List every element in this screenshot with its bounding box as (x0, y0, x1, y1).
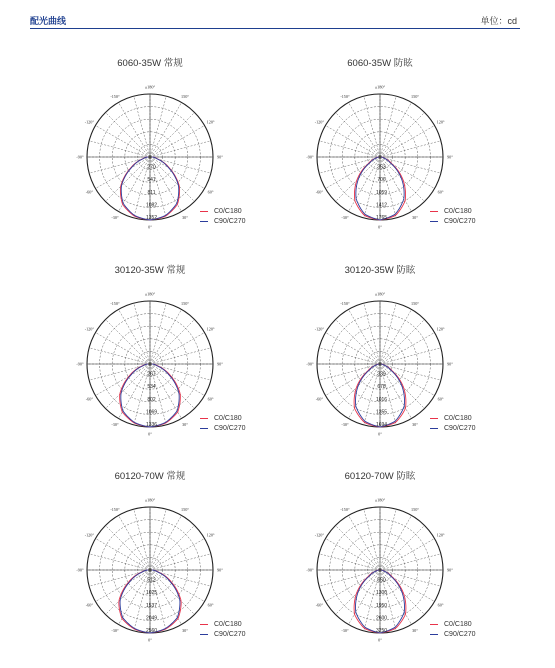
grid-spoke (150, 515, 182, 570)
grid-spoke (150, 333, 205, 365)
grid-spoke (150, 364, 205, 396)
grid-spoke (150, 570, 205, 602)
radial-tick-label: 1336 (145, 422, 158, 428)
angle-label: ±180° (374, 497, 386, 503)
chart-title: 6060-35W 常规 (117, 58, 183, 69)
radial-tick-label: 1537 (145, 602, 158, 609)
chart-title: 60120-70W 防眩 (344, 471, 416, 482)
angle-label: -120° (314, 532, 325, 538)
radial-tick-label: 1016 (375, 396, 388, 403)
angle-label: 30° (412, 422, 418, 428)
grid-spoke (380, 112, 425, 157)
grid-spoke (380, 309, 412, 364)
radial-tick-label: 811 (147, 189, 156, 196)
section-title: 配光曲线 (30, 16, 67, 26)
angle-label: 150° (411, 300, 419, 306)
angle-label: -60° (315, 396, 324, 402)
legend-swatch (430, 624, 438, 625)
legend-item (430, 217, 550, 227)
angle-label: -150° (110, 93, 120, 99)
angle-label: -60° (85, 602, 94, 608)
angle-label: -30° (341, 215, 349, 221)
angle-label: 60° (207, 602, 214, 608)
grid-spoke (95, 126, 150, 158)
angle-label: -120° (84, 119, 95, 125)
legend-swatch (430, 428, 438, 429)
legend-label: C0/C180 (214, 208, 242, 215)
angle-label: -60° (315, 602, 324, 608)
legend-swatch (200, 634, 208, 635)
grid-spoke (95, 539, 150, 571)
polar-chart-panel (60, 55, 290, 255)
radial-tick-label: 1412 (375, 202, 388, 209)
radial-tick-label: 1355 (375, 409, 388, 416)
legend-swatch (200, 428, 208, 429)
grid-spoke (150, 348, 211, 364)
angle-label: -90° (306, 361, 314, 367)
angle-label: -90° (306, 154, 314, 160)
grid-spoke (89, 348, 150, 364)
radial-tick-label: 1082 (145, 202, 158, 209)
angle-label: 120° (206, 119, 215, 125)
angle-label: -30° (341, 422, 349, 428)
grid-spoke (150, 141, 211, 157)
grid-spoke (325, 364, 380, 396)
radial-tick-label: 541 (147, 177, 156, 184)
angle-label: -30° (111, 215, 119, 221)
legend-item (430, 620, 550, 630)
grid-spoke (95, 333, 150, 365)
angle-label: ±180° (374, 84, 386, 90)
angle-label: -60° (315, 189, 324, 195)
grid-spoke (150, 509, 166, 570)
angle-label: 120° (436, 119, 445, 125)
angle-label: 150° (181, 93, 189, 99)
grid-spoke (150, 539, 205, 571)
angle-label: -90° (76, 154, 84, 160)
radial-tick-label: 678 (377, 384, 386, 391)
legend-swatch (430, 211, 438, 212)
radial-tick-label: 2049 (145, 615, 158, 622)
grid-spoke (380, 333, 435, 365)
angle-label: 150° (411, 506, 419, 512)
grid-spoke (335, 319, 380, 364)
radial-tick-label: 1950 (375, 602, 388, 609)
angle-label: 60° (437, 602, 444, 608)
grid-spoke (380, 515, 412, 570)
grid-spoke (335, 112, 380, 157)
grid-spoke (380, 525, 425, 570)
grid-spoke (325, 126, 380, 158)
legend-label: C90/C270 (444, 218, 476, 225)
angle-label: 30° (412, 215, 418, 221)
grid-spoke (150, 319, 195, 364)
grid-spoke (364, 96, 380, 157)
angle-label: 30° (182, 422, 188, 428)
angle-label: 60° (207, 396, 214, 402)
legend-item (430, 424, 550, 434)
polar-chart-panel (290, 468, 520, 668)
radial-tick-label: 1300 (375, 590, 388, 597)
angle-label: -60° (85, 189, 94, 195)
radial-tick-label: 3250 (375, 628, 388, 634)
grid-spoke (380, 126, 435, 158)
grid-spoke (89, 554, 150, 570)
chart-title: 60120-70W 常规 (114, 471, 186, 482)
angle-label: 150° (411, 93, 419, 99)
grid-spoke (319, 554, 380, 570)
angle-label: -30° (341, 628, 349, 634)
angle-label: 0° (378, 637, 382, 643)
angle-label: -120° (84, 326, 95, 332)
grid-spoke (319, 157, 380, 173)
angle-label: 60° (207, 189, 214, 195)
grid-spoke (380, 509, 396, 570)
radial-tick-label: 2560 (145, 628, 158, 634)
chart-legend (430, 620, 550, 640)
angle-label: ±180° (144, 84, 156, 90)
angle-label: -60° (85, 396, 94, 402)
grid-spoke (134, 96, 150, 157)
grid-spoke (380, 570, 441, 586)
grid-spoke (150, 157, 205, 189)
grid-spoke (150, 364, 195, 409)
radial-tick-label: 534 (147, 384, 156, 391)
grid-spoke (325, 333, 380, 365)
grid-spoke (380, 539, 435, 571)
angle-label: -120° (84, 532, 95, 538)
grid-spoke (380, 364, 441, 380)
radial-tick-label: 2600 (375, 615, 388, 622)
grid-spoke (380, 319, 425, 364)
legend-item (430, 414, 550, 424)
grid-spoke (119, 515, 151, 570)
grid-spoke (380, 554, 441, 570)
grid-spoke (105, 364, 150, 409)
grid-spoke (319, 141, 380, 157)
angle-label: -120° (314, 326, 325, 332)
angle-label: 30° (182, 628, 188, 634)
legend-item (430, 207, 550, 217)
angle-label: 90° (447, 154, 453, 160)
chart-title: 6060-35W 防眩 (347, 58, 413, 69)
angle-label: 120° (436, 532, 445, 538)
page-header (0, 0, 555, 30)
angle-label: 30° (182, 215, 188, 221)
grid-spoke (349, 515, 381, 570)
legend-label: C90/C270 (214, 218, 246, 225)
angle-label: -150° (340, 93, 350, 99)
grid-spoke (89, 141, 150, 157)
grid-spoke (150, 96, 166, 157)
grid-spoke (150, 554, 211, 570)
grid-spoke (335, 525, 380, 570)
grid-spoke (349, 102, 381, 157)
angle-label: 150° (181, 506, 189, 512)
grid-spoke (119, 309, 151, 364)
angle-label: 90° (447, 361, 453, 367)
grid-spoke (325, 157, 380, 189)
angle-label: 60° (437, 189, 444, 195)
grid-spoke (150, 126, 205, 158)
legend-swatch (430, 418, 438, 419)
radial-tick-label: 353 (377, 164, 386, 171)
radial-tick-label: 339 (377, 371, 386, 378)
legend-item (430, 630, 550, 640)
radial-tick-label: 650 (377, 577, 386, 584)
grid-spoke (119, 102, 151, 157)
legend-swatch (430, 221, 438, 222)
grid-spoke (364, 509, 380, 570)
grid-spoke (105, 319, 150, 364)
grid-spoke (364, 303, 380, 364)
legend-label: C0/C180 (214, 621, 242, 628)
grid-spoke (150, 309, 182, 364)
angle-label: ±180° (144, 291, 156, 297)
grid-spoke (150, 525, 195, 570)
angle-label: -120° (314, 119, 325, 125)
angle-label: 120° (206, 532, 215, 538)
polar-chart-panel (60, 468, 290, 668)
grid-spoke (319, 364, 380, 380)
angle-label: 0° (148, 431, 152, 437)
grid-spoke (325, 539, 380, 571)
radial-tick-label: 1352 (145, 215, 158, 221)
legend-label: C90/C270 (444, 425, 476, 432)
radial-tick-label: 1069 (145, 409, 158, 416)
angle-label: 90° (217, 361, 223, 367)
chart-title: 30120-35W 防眩 (344, 265, 416, 276)
grid-spoke (147, 157, 195, 202)
radial-tick-label: 1765 (375, 215, 388, 221)
angle-label: 120° (206, 326, 215, 332)
angle-label: -150° (340, 300, 350, 306)
radial-tick-label: 802 (147, 396, 156, 403)
chart-legend (430, 414, 550, 434)
grid-spoke (335, 157, 380, 202)
radial-tick-label: 1025 (145, 590, 158, 597)
chart-title: 30120-35W 常规 (114, 265, 186, 276)
legend-label: C0/C180 (444, 621, 472, 628)
radial-tick-label: 267 (147, 371, 156, 378)
grid-spoke (105, 570, 150, 615)
angle-label: -30° (111, 628, 119, 634)
angle-label: -150° (110, 506, 120, 512)
chart-legend (430, 207, 550, 227)
angle-label: ±180° (144, 497, 156, 503)
angle-label: 0° (378, 224, 382, 230)
grid-spoke (95, 364, 150, 396)
grid-spoke (105, 525, 150, 570)
grid-spoke (380, 364, 435, 396)
legend-label: C0/C180 (444, 208, 472, 215)
grid-spoke (134, 303, 150, 364)
angle-label: 90° (217, 567, 223, 573)
legend-label: C0/C180 (214, 415, 242, 422)
grid-spoke (380, 157, 441, 173)
grid-spoke (319, 348, 380, 364)
angle-label: 30° (412, 628, 418, 634)
angle-label: 0° (378, 431, 382, 437)
angle-label: ±180° (374, 291, 386, 297)
legend-swatch (200, 221, 208, 222)
angle-label: 90° (447, 567, 453, 573)
angle-label: -90° (306, 567, 314, 573)
legend-label: C90/C270 (444, 631, 476, 638)
angle-label: 150° (181, 300, 189, 306)
grid-spoke (105, 112, 150, 157)
grid-spoke (349, 309, 381, 364)
grid-spoke (134, 509, 150, 570)
grid-spoke (380, 348, 441, 364)
grid-spoke (319, 570, 380, 586)
angle-label: -150° (340, 506, 350, 512)
grid-spoke (105, 157, 150, 202)
radial-tick-label: 270 (147, 164, 156, 171)
grid-spoke (150, 112, 195, 157)
legend-label: C90/C270 (214, 631, 246, 638)
grid-spoke (380, 157, 435, 189)
angle-label: 0° (148, 637, 152, 643)
grid-spoke (380, 141, 441, 157)
angle-label: -90° (76, 361, 84, 367)
grid-spoke (150, 102, 182, 157)
legend-swatch (200, 624, 208, 625)
grid-spoke (95, 570, 150, 602)
angle-label: -150° (110, 300, 120, 306)
angle-label: -30° (111, 422, 119, 428)
angle-label: 90° (217, 154, 223, 160)
grid-spoke (325, 570, 380, 602)
angle-label: 60° (437, 396, 444, 402)
radial-tick-label: 706 (377, 177, 386, 184)
legend-swatch (430, 634, 438, 635)
angle-label: 120° (436, 326, 445, 332)
radial-tick-label: 512 (147, 577, 156, 584)
grid-spoke (95, 157, 150, 189)
polar-chart-panel (290, 262, 520, 462)
grid-spoke (380, 303, 396, 364)
header-divider (30, 28, 520, 29)
radial-tick-label: 1694 (375, 422, 388, 428)
grid-spoke (380, 570, 435, 602)
legend-label: C0/C180 (444, 415, 472, 422)
legend-label: C90/C270 (214, 425, 246, 432)
polar-chart-panel (60, 262, 290, 462)
legend-swatch (200, 418, 208, 419)
legend-swatch (200, 211, 208, 212)
radial-tick-label: 1059 (375, 189, 388, 196)
grid-spoke (380, 96, 396, 157)
angle-label: -90° (76, 567, 84, 573)
unit-label: 单位：cd (480, 16, 517, 26)
angle-label: 0° (148, 224, 152, 230)
grid-spoke (380, 102, 412, 157)
grid-spoke (150, 303, 166, 364)
polar-chart-panel (290, 55, 520, 255)
